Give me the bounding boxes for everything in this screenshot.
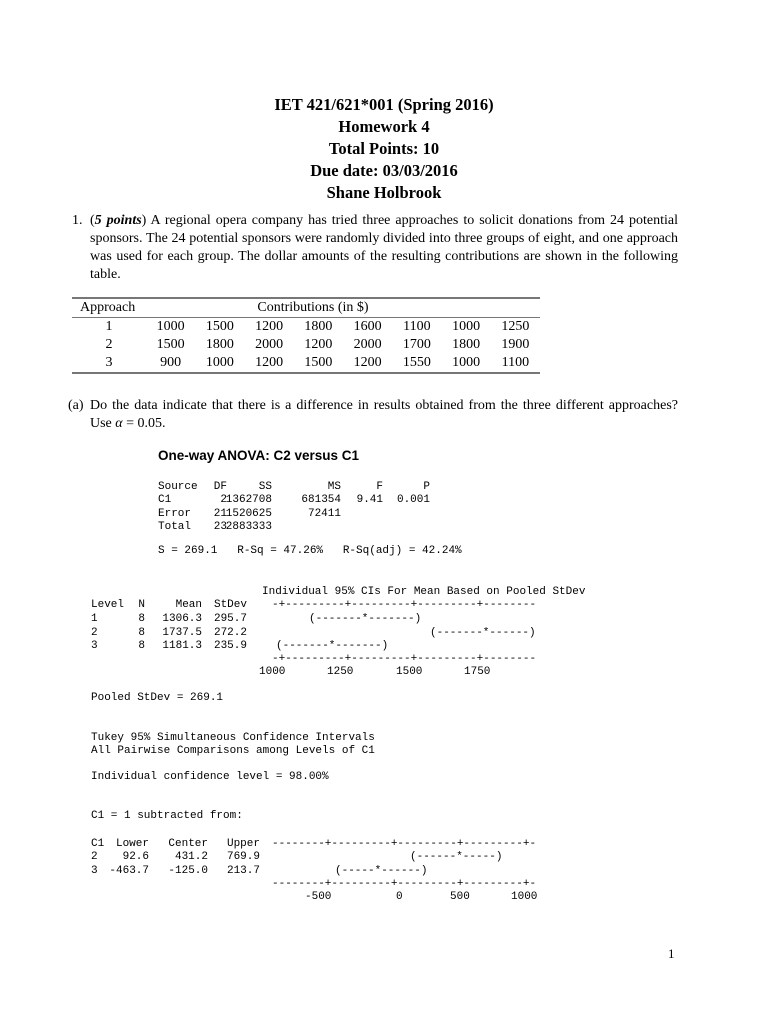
tukey-axis-bottom: --------+---------+---------+---------+- [272,878,537,890]
page-number: 1 [668,946,675,961]
tukey-tick-label: 1000 [511,891,538,903]
level-cell: 8 [138,626,145,639]
anova-header-cell: F [376,481,383,493]
tukey-cell: 769.9 [226,851,260,863]
ci-tick-label: 1000 [259,666,286,678]
tukey-cell: 213.7 [226,864,260,877]
anova-cell: C1 [158,494,172,506]
tukey-cell: 3 [91,864,98,877]
contribution-cell: 1800 [452,337,481,352]
anova-cell: 23 [213,521,227,533]
contribution-cell: 2000 [255,337,284,352]
header-contributions: Contributions (in $) [146,298,540,318]
tukey-tick-label: -500 [305,891,332,903]
anova-cell: 0.001 [396,494,430,506]
question-number: 1. [72,213,83,228]
anova-summary: S = 269.1 R-Sq = 47.26% R-Sq(adj) = 42.24% [158,545,462,557]
part-a-text: Do the data indicate that there is a difference in results obtained from the three different approaches? Use α = 0.05. [90,398,678,431]
anova-cell: 1362708 [225,494,272,506]
level-cell: 1 [91,613,98,625]
level-cell: 8 [138,640,145,652]
question-text: (5 points) A regional opera company has tried three approaches to solicit donations from 24 potential sponsors. The 24 potential sponsors were randomly divided into three groups of eight, and one approach was used for each group. The dollar amounts of the resulting contributions are shown in the following table. [90,213,678,282]
approach-cell: 2 [105,337,113,352]
tukey-title: Tukey 95% Simultaneous Confidence Intervals [91,732,375,744]
total-points: Total Points: 10 [328,139,440,158]
anova-header-cell: MS [327,481,341,493]
pooled-stdev: Pooled StDev = 269.1 [91,692,224,704]
level-cell: 295.7 [213,613,247,625]
level-header-cell: Level [91,599,125,611]
contribution-cell: 900 [146,354,195,373]
contribution-cell: 1800 [205,337,234,352]
tukey-tick-label: 500 [450,891,470,903]
alpha-symbol: α [115,416,123,431]
anova-header-cell: P [423,481,430,493]
question-body: A regional opera company has tried three approaches to solicit donations from 24 potential sponsors. The 24 potential sponsors were randomly divided into three groups of eight, and one approach was used for each group. The dollar amounts of the resulting contributions are shown in the following table. [90,213,678,282]
approach-cell: 1 [105,319,113,334]
level-header-cell: StDev [213,599,247,611]
table-row [72,336,540,354]
level-cell: 2 [91,626,98,639]
contribution-cell: 1500 [294,354,343,373]
ci-tick-label: 1250 [327,666,354,678]
contributions-table [72,297,540,374]
contribution-cell: 1200 [343,354,392,373]
ci-axis-bottom: -+---------+---------+---------+-------- [272,653,537,665]
header-approach: Approach [72,298,146,318]
anova-cell: 2 [220,494,227,506]
contribution-cell: 2000 [353,337,382,352]
anova-cell: Error [158,507,192,520]
level-header-cell: Mean [175,599,202,611]
ci-axis-top: -+---------+---------+---------+-------- [272,599,537,611]
contribution-cell: 1700 [402,337,431,352]
tukey-cell: 431.2 [174,851,208,863]
ci-tick-label: 1750 [464,666,491,678]
question-points: 5 points [94,213,142,228]
anova-cell: 72411 [307,507,341,520]
ci-bar: (-------*-------) [276,640,389,652]
contribution-cell: 1100 [403,319,431,334]
anova-header-cell: DF [213,481,227,493]
tukey-axis-top: --------+---------+---------+---------+- [272,838,537,850]
contribution-cell: 1600 [353,319,382,334]
anova-cell: 9.41 [356,494,383,506]
table-row [72,354,540,373]
anova-cell: 21 [213,507,227,520]
tukey-cell: -463.7 [109,864,149,877]
tukey-subtitle: All Pairwise Comparisons among Levels of C1 [91,745,375,757]
table-row [72,318,540,337]
contribution-cell: 1800 [304,319,333,334]
anova-cell: 681354 [301,494,341,506]
title-block [0,94,768,204]
tukey-header-cell: Center [168,838,208,850]
level-cell: 235.9 [213,640,247,652]
level-cell: 3 [91,640,98,652]
anova-header-cell: Source [158,481,198,493]
ci-bar: (-------*------) [430,626,536,639]
level-cell: 8 [138,613,145,625]
tukey-header-cell: Upper [226,838,260,850]
contribution-cell: 1200 [255,319,284,334]
tukey-header-cell: Lower [115,838,149,850]
level-cell: 1737.5 [162,626,202,639]
ci-title: Individual 95% CIs For Mean Based on Pooled StDev [262,586,586,598]
contribution-cell: 1200 [304,337,333,352]
contribution-cell: 1900 [501,337,530,352]
contribution-cell: 1000 [156,319,185,334]
contribution-cell: 1100 [491,354,540,373]
anova-cell: 1520625 [225,507,272,520]
due-date: Due date: 03/03/2016 [310,161,458,180]
tukey-cell: -125.0 [168,864,208,877]
contribution-cell: 1000 [442,354,491,373]
course-title: IET 421/621*001 (Spring 2016) [274,95,494,114]
tukey-bar: (-----*------) [335,864,428,877]
contribution-cell: 1250 [501,319,530,334]
part-a-label: (a) [68,398,84,413]
anova-title: One-way ANOVA: C2 versus C1 [158,448,360,463]
level-header-cell: N [138,599,145,611]
ci-bar: (-------*-------) [309,613,422,625]
contribution-cell: 1200 [245,354,294,373]
anova-header-cell: SS [258,481,272,493]
homework-title: Homework 4 [338,117,430,136]
tukey-header-cell: C1 [91,838,105,850]
contribution-cell: 1550 [392,354,441,373]
tukey-confidence: Individual confidence level = 98.00% [91,771,329,783]
contribution-cell: 1000 [452,319,481,334]
anova-cell: Total [158,521,192,533]
tukey-bar: (------*-----) [410,851,503,863]
tukey-cell: 2 [91,851,98,863]
tukey-tick-label: 0 [396,891,403,903]
ci-tick-label: 1500 [396,666,423,678]
anova-cell: 2883333 [225,521,272,533]
level-cell: 272.2 [213,626,247,639]
approach-cell: 3 [72,354,146,373]
tukey-subtracted: C1 = 1 subtracted from: [91,810,243,822]
contribution-cell: 1500 [156,337,185,352]
tukey-cell: 92.6 [122,851,149,863]
author-name: Shane Holbrook [326,183,442,202]
level-cell: 1181.3 [162,640,202,652]
level-cell: 1306.3 [162,613,202,625]
contribution-cell: 1500 [205,319,234,334]
contribution-cell: 1000 [195,354,244,373]
